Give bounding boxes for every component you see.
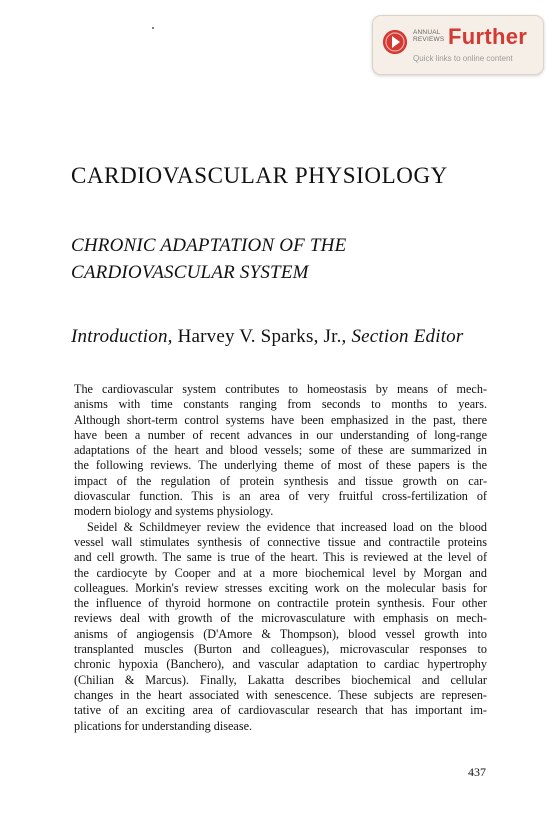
body-line: anisms with time constants ranging from seconds to months to years.: [74, 397, 487, 412]
body-line: chronic hypoxia (Banchero), and vascular adaptation to cardiac hypertrophy: [74, 657, 487, 672]
body-line: The cardiovascular system contributes to homeostasis by means of mech-: [74, 382, 487, 396]
body-line: the following reviews. The underlying theme of most of these papers is the: [74, 458, 487, 473]
further-links-badge[interactable]: [372, 15, 544, 75]
body-line: Although short-term control systems have been emphasized in the past, there: [74, 412, 487, 427]
section-title: CARDIOVASCULAR PHYSIOLOGY: [71, 163, 448, 188]
byline-role: Section Editor: [351, 326, 464, 347]
byline-intro: Introduction,: [71, 326, 173, 347]
body-line: colleagues. Morkin's review stresses exciting work on the molecular basis for: [74, 580, 487, 595]
scan-speck: [152, 27, 154, 29]
body-line: impact of the regulation of protein synthesis and tissue growth on car-: [74, 473, 487, 488]
body-line: have been a number of recent advances in our understanding of long-range: [74, 427, 487, 442]
body-line: adaptations of the heart and blood vessels; some of these are summarized in: [74, 443, 487, 458]
body-line: anisms of angiogensis (D'Amore & Thompson), blood vessel growth into: [74, 626, 487, 641]
body-line: the influence of thyroid hormone on contractile protein synthesis. Four other: [74, 596, 487, 611]
article-title-line-1: CHRONIC ADAPTATION OF THE: [71, 235, 347, 256]
publisher-line-1: ANNUAL: [413, 29, 441, 36]
article-title: [71, 232, 346, 286]
body-line: the cardiocyte by Cooper and at a more biochemical level by Morgan and: [74, 565, 487, 580]
publisher-line-2: REVIEWS: [413, 36, 445, 43]
badge-tagline: Quick links to online content: [413, 54, 513, 63]
body-line: plications for understanding disease.: [74, 718, 253, 733]
body-line: reviews deal with growth of the microvasculature with emphasis on mech-: [74, 611, 487, 626]
body-line: Seidel & Schildmeyer review the evidence that increased load on the blood: [87, 519, 487, 534]
body-line: (Chilian & Marcus). Finally, Lakatta describes biochemical and cellular: [74, 672, 487, 687]
body-text: [74, 382, 487, 734]
body-line: modern biology and systems physiology.: [74, 504, 274, 519]
article-title-line-2: CARDIOVASCULAR SYSTEM: [71, 262, 309, 283]
badge-brand: Further: [448, 24, 528, 49]
byline: [71, 326, 463, 348]
body-line: changes in the heart associated with senescence. These subjects are represen-: [74, 687, 487, 702]
publisher-name: [413, 29, 444, 43]
page-number: 437: [468, 765, 486, 779]
body-line: transplanted muscles (Burton and colleagues), microvascular responses to: [74, 642, 487, 657]
body-line: diovascular function. This is an area of very fruitful cross-fertilization of: [74, 489, 487, 504]
byline-author: Harvey V. Sparks, Jr.,: [172, 326, 352, 347]
body-line: tative of an exciting area of cardiovascular research that has important im-: [74, 703, 487, 718]
body-line: and cell growth. The same is true of the heart. This is reviewed at the level of: [74, 550, 487, 565]
body-line: vessel wall stimulates synthesis of connective tissue and contractile proteins: [74, 534, 487, 549]
annual-reviews-logo-icon: [383, 30, 407, 54]
